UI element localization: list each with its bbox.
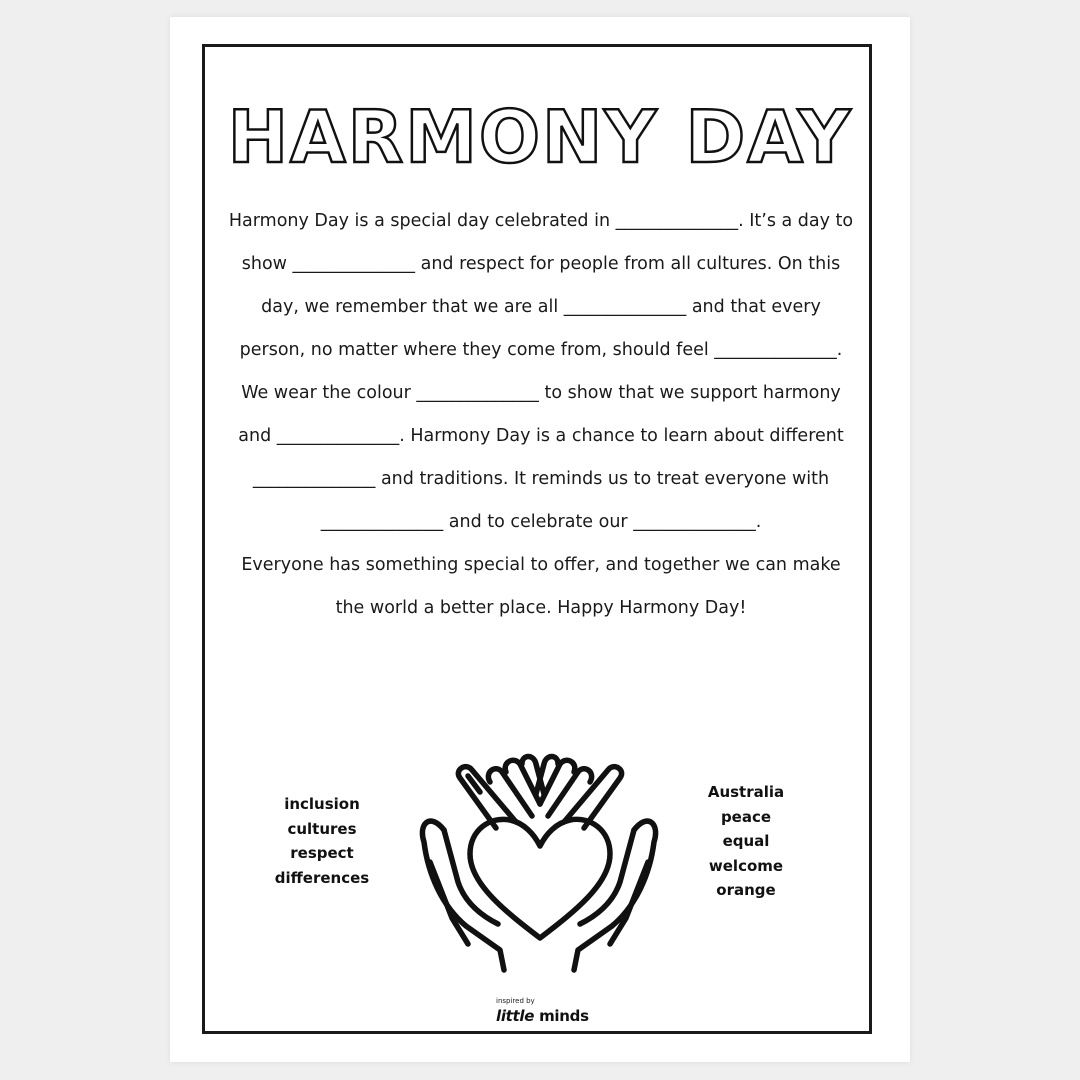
paragraph-3: Everyone has something special to offer, and together we can make the world a better place. Happy Harmony Day!	[241, 555, 841, 618]
word-bank-item: differences	[274, 868, 370, 887]
paragraph-2: We wear the colour ______________ to show that we support harmony and ______________. Harmony Day is a chance to learn about different ______________ and traditions. It reminds us to treat everyone with ______________ and to celebrate our ______________.	[238, 383, 844, 532]
word-bank-item: respect	[290, 844, 354, 862]
word-bank-item: equal	[722, 832, 770, 850]
word-bank-right	[690, 780, 802, 903]
title-text: HARMONY DAY	[227, 95, 853, 179]
word-bank-left	[262, 792, 382, 890]
fill-in-text	[226, 200, 856, 630]
logo-wordmark	[496, 1007, 589, 1025]
logo-word-little: little	[496, 1007, 535, 1025]
word-bank-item: peace	[720, 807, 772, 826]
logo-word-minds: minds	[539, 1007, 589, 1025]
logo-tagline: inspired by	[496, 997, 535, 1005]
word-bank-item: orange	[716, 881, 776, 899]
word-bank-item: welcome	[708, 856, 784, 875]
word-bank-item: inclusion	[284, 795, 360, 813]
word-bank-item: Australia	[707, 783, 785, 801]
worksheet-title	[227, 92, 853, 182]
little-minds-logo	[496, 997, 608, 1031]
hands-holding-heart-icon	[408, 742, 670, 978]
word-bank-item: cultures	[287, 819, 357, 838]
paragraph-1: Harmony Day is a special day celebrated in ______________. It’s a day to show ______________ and respect for people from all cultures. On this day, we remember that we are all ______________ and that every person, no matter where they come from, should feel ______________.	[228, 211, 854, 360]
